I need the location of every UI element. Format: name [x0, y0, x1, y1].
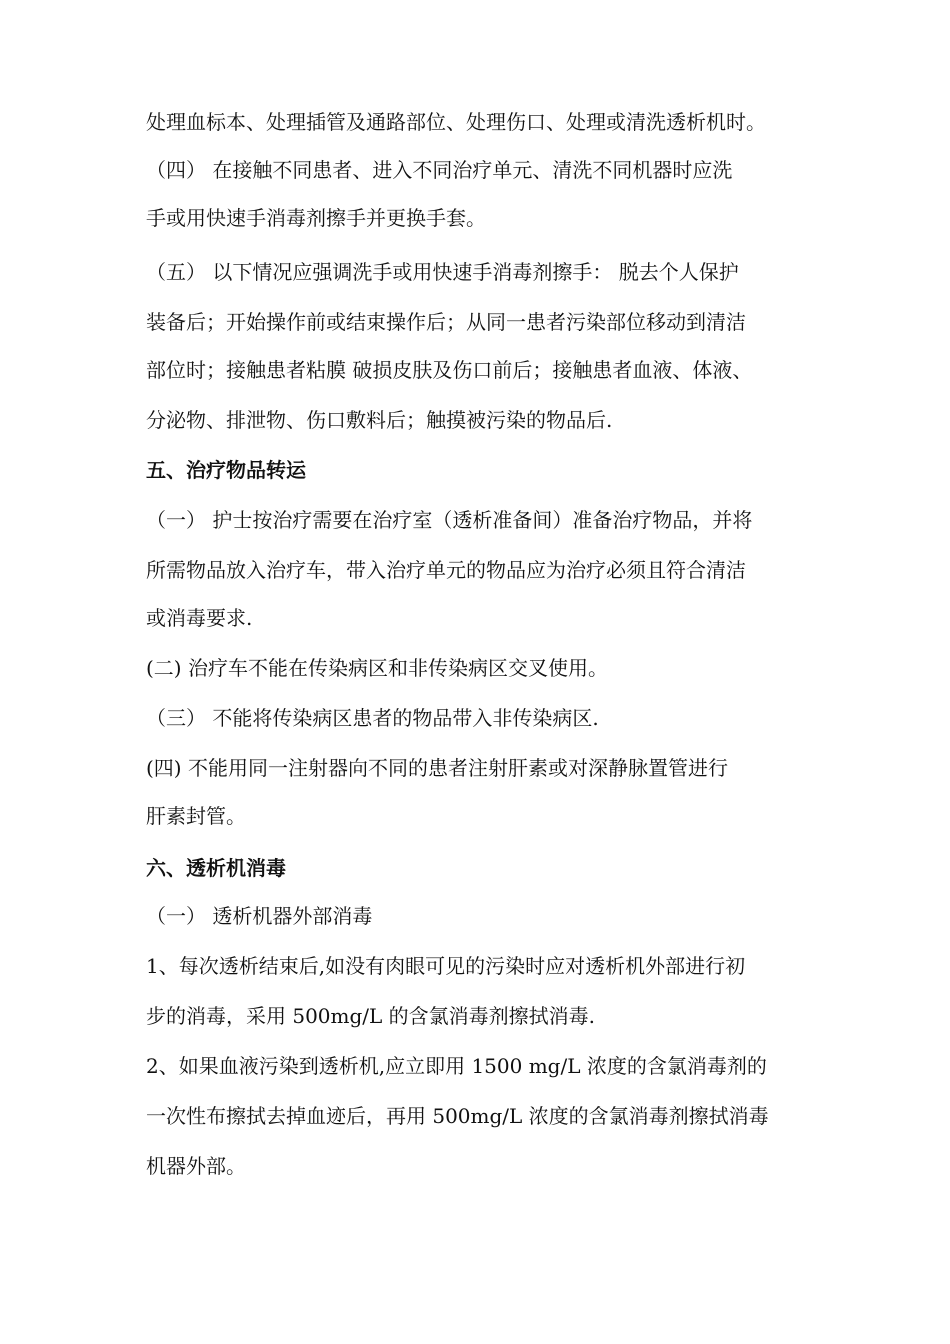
section-heading: 六、透析机消毒	[146, 856, 286, 880]
text-line: 2、如果血液污染到透析机,应立即用 1500 mg/L 浓度的含氯消毒剂的	[146, 1054, 767, 1078]
text-line: (四) 不能用同一注射器向不同的患者注射肝素或对深静脉置管进行	[146, 756, 728, 780]
text-line: 步的消毒，采用 500mg/L 的含氯消毒剂擦拭消毒.	[146, 1004, 596, 1028]
text-line: 处理血标本、处理插管及通路部位、处理伤口、处理或清洗透析机时。	[146, 110, 766, 134]
text-line: 1、每次透析结束后,如没有肉眼可见的污染时应对透析机外部进行初	[146, 954, 746, 978]
text-line: (二) 治疗车不能在传染病区和非传染病区交叉使用。	[146, 656, 608, 680]
text-line: 或消毒要求.	[146, 606, 253, 630]
text-line: （三） 不能将传染病区患者的物品带入非传染病区.	[146, 706, 599, 730]
text-line: 部位时；接触患者粘膜 破损皮肤及伤口前后；接触患者血液、体液、	[146, 358, 753, 382]
text-line: 机器外部。	[146, 1154, 246, 1178]
text-line: 肝素封管。	[146, 804, 246, 828]
section-heading: 五、治疗物品转运	[146, 458, 306, 482]
text-line: （五） 以下情况应强调洗手或用快速手消毒剂擦手： 脱去个人保护	[146, 260, 739, 284]
text-line: 一次性布擦拭去掉血迹后，再用 500mg/L 浓度的含氯消毒剂擦拭消毒	[146, 1104, 769, 1128]
text-line: 分泌物、排泄物、伤口敷料后；触摸被污染的物品后.	[146, 408, 613, 432]
text-line: （一） 透析机器外部消毒	[146, 904, 373, 928]
text-line: （四） 在接触不同患者、进入不同治疗单元、清洗不同机器时应洗	[146, 158, 733, 182]
text-line: 所需物品放入治疗车，带入治疗单元的物品应为治疗必须且符合清洁	[146, 558, 746, 582]
text-line: 手或用快速手消毒剂擦手并更换手套。	[146, 206, 486, 230]
text-line: 装备后；开始操作前或结束操作后；从同一患者污染部位移动到清洁	[146, 310, 746, 334]
text-line: （一） 护士按治疗需要在治疗室（透析准备间）准备治疗物品，并将	[146, 508, 753, 532]
